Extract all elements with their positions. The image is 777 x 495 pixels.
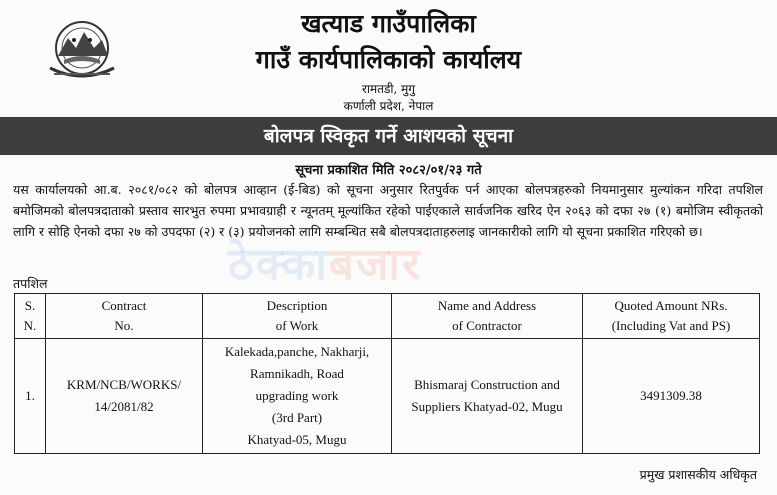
header-sn: S. N. — [15, 294, 46, 339]
watermark-part-1: ठेक्का — [228, 239, 329, 290]
cell-description: Kalekada,panche, Nakharji, Ramnikadh, Road upgrading work (3rd Part) Khatyad-05, Mugu — [203, 339, 392, 454]
table-row — [15, 339, 760, 454]
bid-table — [14, 293, 760, 454]
table-header-row — [15, 294, 760, 339]
signoff: प्रमुख प्रशासकीय अधिकृत — [639, 467, 757, 482]
cell-contractor: Bhismaraj Construction and Suppliers Khatyad-02, Mugu — [392, 339, 583, 454]
watermark-part-2: बजार — [328, 239, 422, 290]
watermark — [228, 232, 422, 292]
office-subtitle: गाउँ कार्यपालिकाको कार्यालय — [255, 45, 522, 74]
cell-contract: KRM/NCB/WORKS/ 14/2081/82 — [46, 339, 203, 454]
published-date: सूचना प्रकाशित मिति २०८२/०१/२३ गते — [295, 163, 482, 178]
address-line-2: कर्णाली प्रदेश, नेपाल — [343, 99, 434, 113]
notice-body: यस कार्यालयको आ.ब. २०८१/०८२ को बोलपत्र आव्हान (ई-बिड) को सूचना अनुसार रितपुर्वक पर्न आएका बोलपत्रहरुको नियमानुसार मुल्यांकन गरिदा तपशिल बमोजिमको बोलपत्रदाताको प्रस्ताव सारभुत रुपमा प्रभावग्राही र न्यूनतम् मूल्यांकित रहेको पाईएकाले सार्वजनिक खरिद ऐन २०६३ को दफा २७ (१) बमोजिम स्वीकृतको लागि र सोहि ऐनको दफा २७ को उपदफा (२) र (३) प्रयोजनको लागि सम्बन्धित सबै बोलपत्रदाताहरुलाइ जानकारीको लागि यो सूचना प्रकाशित गरिएको छ। — [13, 182, 763, 239]
schedule-label: तपशिल — [13, 276, 48, 291]
address-line-1: रामतडी, मुगु — [361, 82, 416, 96]
header-amount: Quoted Amount NRs. (Including Vat and PS) — [583, 294, 760, 339]
header-contractor: Name and Address of Contractor — [392, 294, 583, 339]
cell-sn: 1. — [15, 339, 46, 454]
office-name: खत्याड गाउँपालिका — [301, 9, 476, 38]
cell-amount: 3491309.38 — [583, 339, 760, 454]
header-description: Description of Work — [203, 294, 392, 339]
header-contract: Contract No. — [46, 294, 203, 339]
notice-banner: बोलपत्र स्विकृत गर्ने आशयको सूचना — [0, 117, 777, 155]
